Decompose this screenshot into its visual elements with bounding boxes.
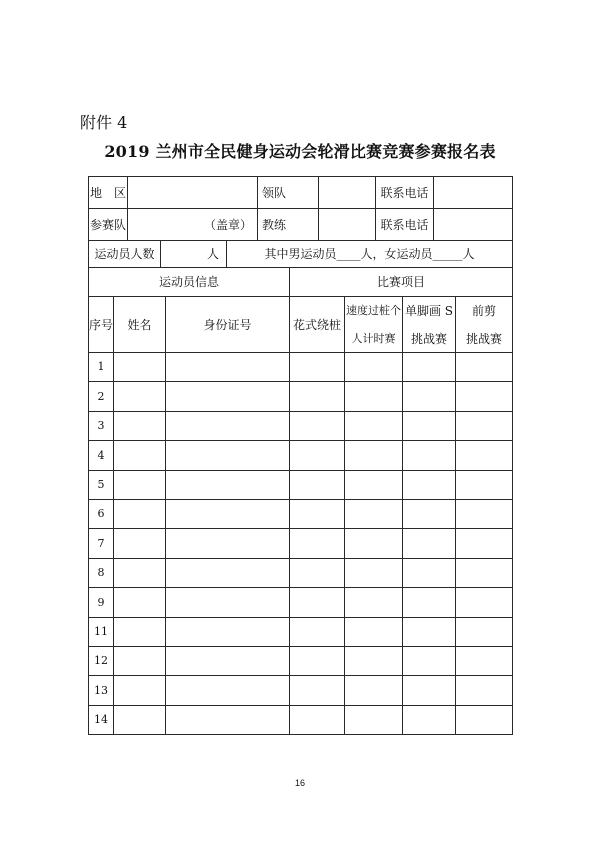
front-cross-cell <box>455 381 513 412</box>
front-cross-cell <box>455 528 513 559</box>
one-foot-s-cell <box>402 705 456 735</box>
speed-slalom-cell <box>344 675 403 706</box>
id-number-cell <box>165 528 290 559</box>
name-cell <box>113 352 166 382</box>
name-cell <box>113 499 166 529</box>
athlete-count-label: 运动员人数 <box>88 240 161 268</box>
speed-slalom-cell <box>344 499 403 529</box>
col-header-line: 前剪 <box>471 303 496 318</box>
seq-cell: 5 <box>88 470 114 500</box>
name-cell <box>113 617 166 647</box>
coach-phone-value-cell <box>433 208 513 241</box>
fancy-slalom-cell <box>289 528 345 559</box>
col-header-fancy-slalom: 花式绕桩 <box>289 296 345 353</box>
name-cell <box>113 411 166 441</box>
seq-cell: 8 <box>88 558 114 588</box>
attachment-label: 附件 4 <box>80 113 128 132</box>
front-cross-cell <box>455 411 513 441</box>
speed-slalom-cell <box>344 646 403 676</box>
one-foot-s-cell <box>402 411 456 441</box>
seq-cell: 7 <box>88 528 114 559</box>
name-cell <box>113 470 166 500</box>
one-foot-s-cell <box>402 381 456 412</box>
fancy-slalom-cell <box>289 440 345 471</box>
seq-cell: 12 <box>88 646 114 676</box>
id-number-cell <box>165 440 290 471</box>
seq-cell: 4 <box>88 440 114 471</box>
seq-cell: 1 <box>88 352 114 382</box>
speed-slalom-cell <box>344 587 403 618</box>
fancy-slalom-cell <box>289 352 345 382</box>
id-number-cell <box>165 675 290 706</box>
col-header-line: 单脚画 S <box>404 303 454 318</box>
front-cross-cell <box>455 705 513 735</box>
fancy-slalom-cell <box>289 617 345 647</box>
speed-slalom-cell <box>344 411 403 441</box>
name-cell <box>113 646 166 676</box>
one-foot-s-cell <box>402 499 456 529</box>
col-header-speed-slalom <box>344 296 403 353</box>
front-cross-cell <box>455 440 513 471</box>
region-label: 地 区 <box>88 176 128 209</box>
name-cell <box>113 705 166 735</box>
front-cross-cell <box>455 499 513 529</box>
col-header-line: 速度过桩个 <box>346 303 401 317</box>
seq-cell: 11 <box>88 617 114 647</box>
id-number-cell <box>165 617 290 647</box>
form-title: 2019 兰州市全民健身运动会轮滑比赛竞赛参赛报名表 <box>104 142 496 161</box>
one-foot-s-cell <box>402 558 456 588</box>
fancy-slalom-cell <box>289 470 345 500</box>
col-header-line: 人计时赛 <box>351 331 396 345</box>
one-foot-s-cell <box>402 587 456 618</box>
seq-cell: 2 <box>88 381 114 412</box>
front-cross-cell <box>455 558 513 588</box>
id-number-cell <box>165 499 290 529</box>
fancy-slalom-cell <box>289 381 345 412</box>
athlete-info-header: 运动员信息 <box>88 267 290 297</box>
id-number-cell <box>165 381 290 412</box>
name-cell <box>113 675 166 706</box>
fancy-slalom-cell <box>289 646 345 676</box>
team-seal-cell: （盖章） <box>127 208 258 241</box>
id-number-cell <box>165 352 290 382</box>
name-cell <box>113 587 166 618</box>
one-foot-s-cell <box>402 352 456 382</box>
one-foot-s-cell <box>402 470 456 500</box>
id-number-cell <box>165 587 290 618</box>
speed-slalom-cell <box>344 705 403 735</box>
col-header-name: 姓名 <box>113 296 166 353</box>
front-cross-cell <box>455 470 513 500</box>
id-number-cell <box>165 646 290 676</box>
fancy-slalom-cell <box>289 705 345 735</box>
leader-label: 领队 <box>257 176 319 209</box>
one-foot-s-cell <box>402 646 456 676</box>
speed-slalom-cell <box>344 352 403 382</box>
fancy-slalom-cell <box>289 558 345 588</box>
events-header: 比赛项目 <box>289 267 513 297</box>
speed-slalom-cell <box>344 440 403 471</box>
speed-slalom-cell <box>344 381 403 412</box>
seq-cell: 14 <box>88 705 114 735</box>
coach-label: 教练 <box>257 208 319 241</box>
speed-slalom-cell <box>344 528 403 559</box>
one-foot-s-cell <box>402 617 456 647</box>
col-header-front-cross <box>455 296 513 353</box>
leader-phone-value-cell <box>433 176 513 209</box>
id-number-cell <box>165 470 290 500</box>
col-header-seq: 序号 <box>88 296 114 353</box>
col-header-one-foot-s <box>402 296 456 353</box>
seq-cell: 9 <box>88 587 114 618</box>
fancy-slalom-cell <box>289 587 345 618</box>
leader-value-cell <box>318 176 376 209</box>
front-cross-cell <box>455 675 513 706</box>
gender-breakdown: 其中男运动员____人，女运动员_____人 <box>226 240 513 268</box>
region-value-cell <box>127 176 258 209</box>
seq-cell: 6 <box>88 499 114 529</box>
name-cell <box>113 440 166 471</box>
front-cross-cell <box>455 646 513 676</box>
coach-value-cell <box>318 208 376 241</box>
id-number-cell <box>165 705 290 735</box>
fancy-slalom-cell <box>289 411 345 441</box>
seq-cell: 13 <box>88 675 114 706</box>
one-foot-s-cell <box>402 528 456 559</box>
front-cross-cell <box>455 617 513 647</box>
name-cell <box>113 528 166 559</box>
one-foot-s-cell <box>402 675 456 706</box>
front-cross-cell <box>455 587 513 618</box>
fancy-slalom-cell <box>289 499 345 529</box>
team-label: 参赛队 <box>88 208 128 241</box>
speed-slalom-cell <box>344 470 403 500</box>
leader-phone-label: 联系电话 <box>375 176 434 209</box>
id-number-cell <box>165 411 290 441</box>
name-cell <box>113 558 166 588</box>
speed-slalom-cell <box>344 617 403 647</box>
athlete-count-cell: 人 <box>160 240 227 268</box>
col-header-id-number: 身份证号 <box>165 296 290 353</box>
seq-cell: 3 <box>88 411 114 441</box>
col-header-line: 挑战赛 <box>465 331 502 346</box>
fancy-slalom-cell <box>289 675 345 706</box>
id-number-cell <box>165 558 290 588</box>
one-foot-s-cell <box>402 440 456 471</box>
col-header-line: 挑战赛 <box>410 331 447 346</box>
page-number: 16 <box>294 778 305 788</box>
front-cross-cell <box>455 352 513 382</box>
speed-slalom-cell <box>344 558 403 588</box>
name-cell <box>113 381 166 412</box>
coach-phone-label: 联系电话 <box>375 208 434 241</box>
